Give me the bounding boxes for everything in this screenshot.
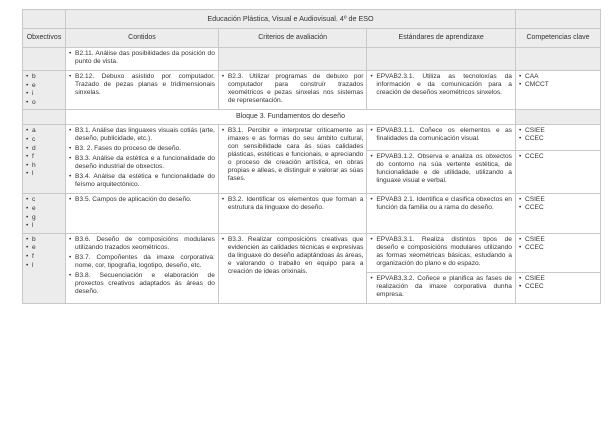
objectives-cell <box>23 71 66 110</box>
list-item: • CCEC <box>519 135 597 143</box>
competences-cell <box>515 272 600 303</box>
contents-cell <box>66 48 219 71</box>
list-item: • c <box>26 136 62 145</box>
blank-cell <box>515 110 600 125</box>
objectives-cell <box>23 194 66 233</box>
standards-cell <box>367 194 516 233</box>
list-item: • B3. 2. Fases do proceso de deseño. <box>69 145 215 153</box>
list-item: • CCEC <box>519 204 597 212</box>
list-item: • l <box>26 262 62 271</box>
list-item: • CSIEE <box>519 236 597 244</box>
curriculum-table-wrapper <box>22 9 601 304</box>
list-item: • B3.8. Secuenciación e elaboración de proxectos creativos adaptados ás áreas do deseño. <box>69 272 215 296</box>
contents-cell <box>66 194 219 233</box>
criteria-cell <box>218 48 367 71</box>
table-title: Educación Plástica, Visual e Audiovisual. 4º de ESO <box>66 10 516 29</box>
list-item: • e <box>26 205 62 214</box>
list-item: • e <box>26 244 62 253</box>
list-item: • c <box>26 196 62 205</box>
list-item: • EPVAB3.3.2. Coñece e planifica as fases de realización da imaxe corporativa dunha empresa. <box>370 275 512 299</box>
criteria-cell <box>218 233 367 303</box>
objectives-cell <box>23 48 66 71</box>
criteria-cell <box>218 125 367 194</box>
list-item: • f <box>26 153 62 162</box>
table-row <box>23 71 601 110</box>
list-item: • e <box>26 82 62 91</box>
list-item: • B3.1. Percibir e interpretar criticamente as imaxes e as formas do seu ámbito cultural, con sensibilidade cara ás súas calidades plásticas, estéticas e funcionais, e apreciando o proceso de creación artística, en obras propias e alleas, e distinguir e valorar as súas fases. <box>222 127 364 183</box>
contents-cell <box>66 233 219 303</box>
objectives-cell <box>23 233 66 303</box>
list-item: • h <box>26 162 62 171</box>
list-item: • B3.2. Identificar os elementos que forman a estrutura da linguaxe do deseño. <box>222 196 364 212</box>
header-competences: Competencias clave <box>515 29 600 48</box>
competences-cell <box>515 233 600 272</box>
list-item: • CCEC <box>519 153 597 161</box>
list-item: • CCEC <box>519 244 597 252</box>
table-row <box>23 125 601 151</box>
list-item: • d <box>26 145 62 154</box>
list-item: • b <box>26 73 62 82</box>
competences-cell <box>515 194 600 233</box>
contents-cell <box>66 71 219 110</box>
competences-cell <box>515 150 600 193</box>
blank-corner-cell <box>23 10 66 29</box>
block-title: Bloque 3. Fundamentos do deseño <box>66 110 516 125</box>
standards-cell <box>367 71 516 110</box>
list-item: • B2.3. Utilizar programas de debuxo por computador para construír trazados xeométricos e pezas sinxelas nos sistemas de representación. <box>222 73 364 105</box>
list-item: • CSIEE <box>519 275 597 283</box>
objectives-cell <box>23 125 66 194</box>
list-item: • CSIEE <box>519 127 597 135</box>
header-standards: Estándares de aprendizaxe <box>367 29 516 48</box>
standards-cell <box>367 125 516 151</box>
header-objectives: Obxectivos <box>23 29 66 48</box>
list-item: • B3.3. Realizar composicións creativas que evidencien as calidades técnicas e expresivas da linguaxe do deseño adaptándoas ás áreas, e valorando o traballo en equipo para a creación de ideas orixinais. <box>222 236 364 276</box>
list-item: • CAA <box>519 73 597 81</box>
blank-cell <box>23 110 66 125</box>
list-item: • b <box>26 236 62 245</box>
list-item: • CMCCT <box>519 81 597 89</box>
list-item: • i <box>26 90 62 99</box>
list-item: • a <box>26 127 62 136</box>
list-item: • l <box>26 170 62 179</box>
competences-cell <box>515 71 600 110</box>
list-item: • f <box>26 253 62 262</box>
list-item: • EPVAB2.3.1. Utiliza as tecnoloxías da información e da comunicación para a creación de deseños xeométricos sinxelos. <box>370 73 512 97</box>
competences-cell <box>515 48 600 71</box>
list-item: • CSIEE <box>519 196 597 204</box>
table-row <box>23 194 601 233</box>
list-item: • B3.5. Campos de aplicación do deseño. <box>69 196 215 204</box>
competences-cell <box>515 125 600 151</box>
list-item: • EPVAB3.1.2. Observa e analiza os obxectos do contorno na súa vertente estética, de funcionalidade e de utilidade, utilizando a linguaxe visual e verbal. <box>370 153 512 185</box>
list-item: • B3.1. Análise das linguaxes visuais cotiás (arte, deseño, publicidade, etc.). <box>69 127 215 143</box>
list-item: • EPVAB3.3.1. Realiza distintos tipos de deseño e composicións modulares utilizando as formas xeométricas básicas, estudando a organización do plano e do espazo. <box>370 236 512 268</box>
list-item: • B3.4. Análise da estética e funcionalidade do feísmo arquitectónico. <box>69 173 215 189</box>
header-contents: Contidos <box>66 29 219 48</box>
list-item: • B2.12. Debuxo asistido por computador. Trazado de pezas planas e tridimensionais sinxelas. <box>69 73 215 97</box>
standards-cell <box>367 233 516 272</box>
list-item: • B3.6. Deseño de composicións modulares utilizando trazados xeométricos. <box>69 236 215 252</box>
list-item: • B3.3. Análise da estética e a funcionalidade do deseño industrial de obxectos. <box>69 155 215 171</box>
standards-cell <box>367 48 516 71</box>
list-item: • g <box>26 214 62 223</box>
list-item: • B3.7. Compoñentes da imaxe corporativa: nome, cor, tipografía, logotipo, deseño, etc. <box>69 254 215 270</box>
table-row <box>23 233 601 272</box>
contents-cell <box>66 125 219 194</box>
criteria-cell <box>218 194 367 233</box>
list-item: • CCEC <box>519 283 597 291</box>
list-item: • l <box>26 222 62 231</box>
list-item: • B2.11. Análise das posibilidades da posición do punto de vista. <box>69 50 215 66</box>
criteria-cell <box>218 71 367 110</box>
standards-cell <box>367 272 516 303</box>
table-row <box>23 48 601 71</box>
list-item: • o <box>26 99 62 108</box>
standards-cell <box>367 150 516 193</box>
blank-corner-cell <box>515 10 600 29</box>
list-item: • EPVAB3 2.1. Identifica e clasifica obxectos en función da familia ou a rama do deseño. <box>370 196 512 212</box>
header-criteria: Criterios de avaliación <box>218 29 367 48</box>
list-item: • EPVAB3.1.1. Coñece os elementos e as finalidades da comunicación visual. <box>370 127 512 143</box>
curriculum-table <box>22 9 601 304</box>
